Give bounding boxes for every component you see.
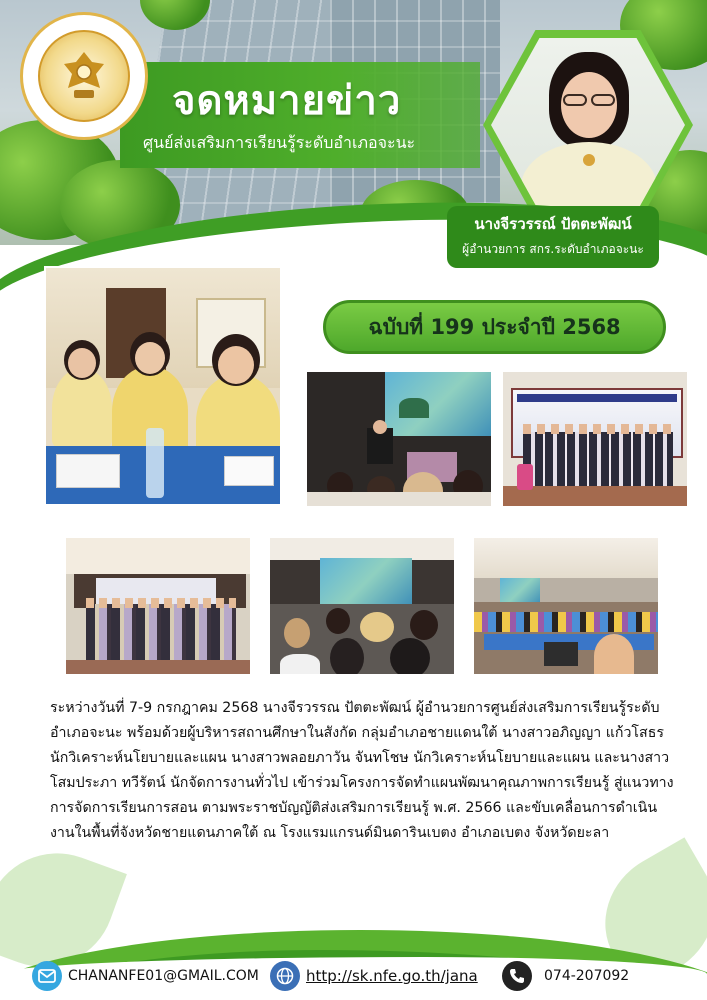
- footer-email[interactable]: [32, 956, 259, 996]
- crest-icon: [56, 48, 112, 104]
- newsletter-subtitle: ศูนย์ส่งเสริมการเรียนรู้ระดับอำเภอจะนะ: [143, 133, 416, 152]
- photo-group-on-stage: [501, 370, 689, 508]
- director-name-plate: [447, 206, 659, 268]
- director-role: ผู้อำนวยการ สกร.ระดับอำเภอจะนะ: [462, 242, 644, 256]
- photo-conference-room: [472, 536, 660, 676]
- photo-speaker-presentation: [305, 370, 493, 508]
- email-address[interactable]: CHANANFE01@GMAIL.COM: [68, 968, 259, 984]
- footer-website[interactable]: [270, 956, 478, 996]
- issue-number-label: ฉบับที่ 199 ประจำปี 2568: [368, 314, 621, 339]
- email-icon: [32, 961, 62, 991]
- contact-footer: [0, 956, 707, 996]
- newsletter-title: จดหมายข่าว: [172, 78, 402, 124]
- director-name: นางจีรวรรณ์ ปัตตะพัฒน์: [474, 215, 632, 233]
- department-seal-icon: [38, 30, 130, 122]
- footer-phone[interactable]: [502, 956, 629, 996]
- issue-number-badge: [323, 300, 666, 354]
- phone-number[interactable]: 074-207092: [544, 968, 630, 984]
- department-logo: [20, 12, 148, 140]
- phone-icon: [502, 961, 532, 991]
- website-link[interactable]: http://sk.nfe.go.th/jana: [306, 967, 478, 985]
- photo-delegates-at-table: [44, 266, 282, 506]
- photo-audience-screen: [268, 536, 456, 676]
- globe-icon: [270, 961, 300, 991]
- photo-group-wide: [64, 536, 252, 676]
- news-paragraph: ระหว่างวันที่ 7-9 กรกฎาคม 2568 นางจีรวรรณ ปัตตะพัฒน์ ผู้อำนวยการศูนย์ส่งเสริมการเรียนรู้ระดับอำเภอจะนะ พร้อมด้วยผู้บริหารสถานศึกษาในสังกัด กลุ่มอำเภอชายแดนใต้ นางสาวอภิญญา แก้วโสธร นักวิเคราะห์นโยบายและแผน นางสาวพลอยภาวัน จันทโชษ นักวิเคราะห์นโยบายและแผน และนางสาวโสมประภา ทวีรัตน์ นักจัดการงานทั่วไป เข้าร่วมโครงการจัดทำแผนพัฒนาคุณภาพการเรียนรู้ สู่แนวทางการจัดการเรียนการสอน ตามพระราชบัญญัติส่งเสริมการเรียนรู้ พ.ศ. 2566 และขับเคลื่อนการดำเนินงานในพื้นที่จังหวัดชายแดนภาคใต้ ณ โรงแรมแกรนด์มินดารินเบตง อำเภอเบตง จังหวัดยะลา: [50, 700, 674, 841]
